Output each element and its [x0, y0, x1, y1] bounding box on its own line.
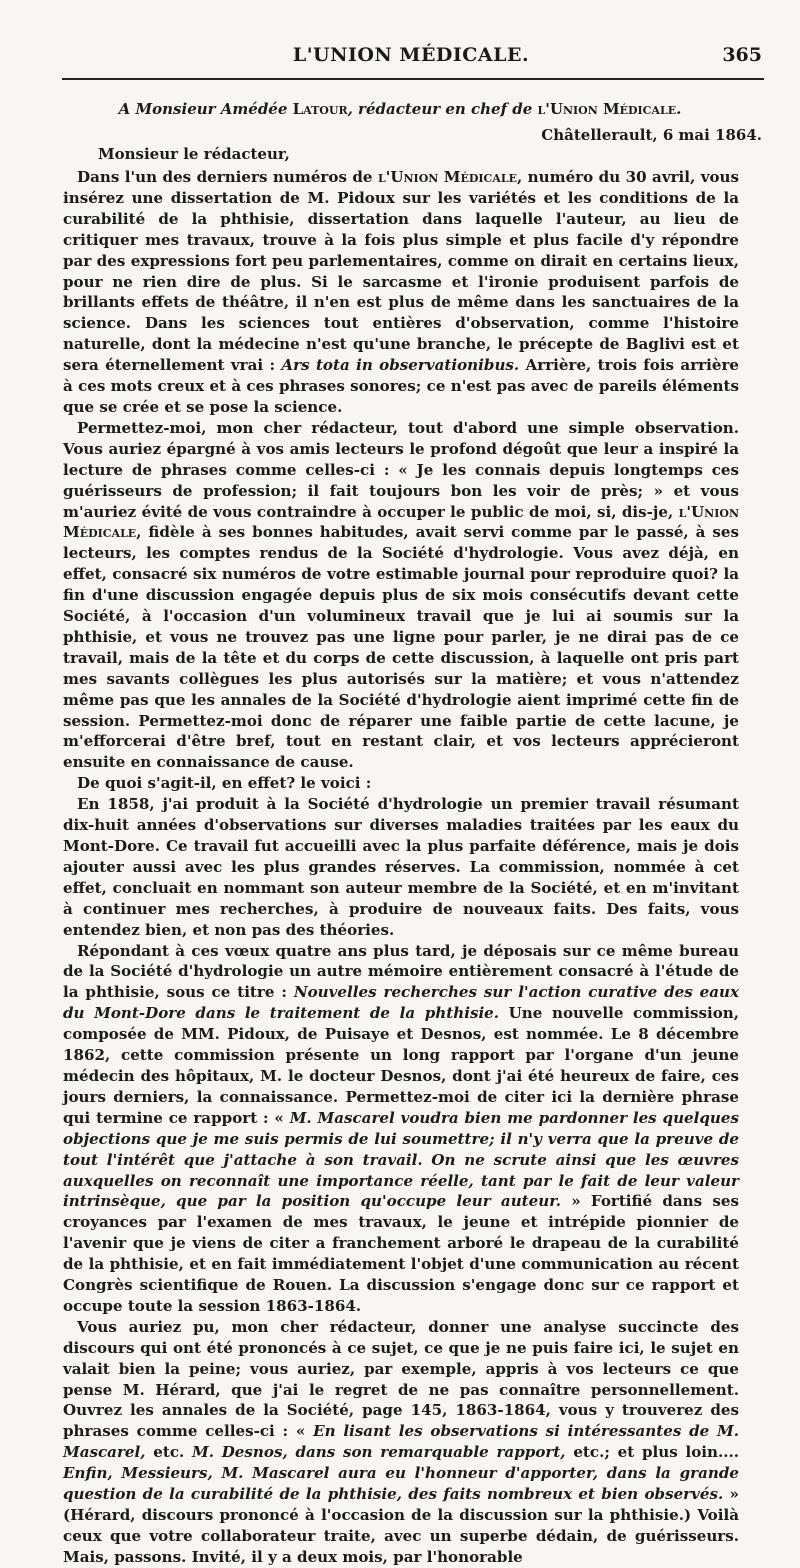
dedication-prefix: A Monsieur Amédée	[118, 100, 293, 118]
journal-title: L'UNION MÉDICALE.	[292, 44, 530, 66]
latin-quote: Ars tota in observationibus.	[281, 356, 520, 375]
report-quote: M. Mascarel voudra bien me pardonner les quelques objections que je me suis permis de lui soumettre; il n'y verra que la preuve de tout l'intérêt que j'attache à son travail. On ne scrute ainsi que les œuvres auxquelles on reconnaît une importance réelle, tant par le fait de leur valeur intrinsèque, que par la position qu'occupe leur auteur.	[63, 1108, 740, 1211]
letter-body	[63, 167, 739, 1568]
text-run: Vous auriez pu, mon cher rédacteur, donner une analyse succincte des discours qui ont été prononcés à ce sujet, ce que je ne puis faire ici, le sujet en valait bien la peine; vous auriez, par exemple, appris à vos lecteurs ce que pense M. Hérard, que j'ai le regret de ne pas connaître personnellement. Ouvrez les annales de la Société, page 145, 1863-1864, vous y trouverez des phrases comme celles-ci : «	[63, 1317, 739, 1441]
paragraph	[63, 418, 739, 773]
page-number: 365	[722, 44, 762, 66]
journal-name: l'Union Médicale	[377, 168, 517, 186]
text-run: etc.; et plus loin....	[565, 1443, 740, 1462]
journal-name: l'Union Médicale	[63, 502, 739, 542]
dedication	[0, 100, 800, 118]
dedication-suffix: .	[676, 100, 682, 118]
paragraph	[63, 941, 739, 1317]
paragraph	[63, 167, 739, 418]
text-run: Arrière, trois fois arrière à ces mots creux et à ces phrases sonores; ce n'est pas avec de pareils éléments que se crée et se pose la science.	[63, 356, 739, 416]
paragraph	[63, 1317, 739, 1568]
dedication-journal: l'Union Médicale	[537, 100, 677, 118]
dedication-middle: , rédacteur en chef de	[347, 100, 538, 118]
text-run: » (Hérard, discours prononcé à l'occasion de la discussion sur la phthisie.) Voilà ceux que votre collaborateur traite, avec un superbe dédain, de guérisseurs. Mais, passons. Invité, il y a deux mois, par l'honorable	[63, 1485, 739, 1566]
quote-run: Enfin, Messieurs, M. Mascarel aura eu l'honneur d'apporter, dans la grande question de la curabilité de la phthisie, des faits nombreux et bien observés.	[63, 1464, 739, 1504]
quote-run: M. Desnos, dans son remarquable rapport,	[192, 1443, 566, 1462]
text-run: , fidèle à ses bonnes habitudes, avait servi comme par le passé, à ses lecteurs, les comptes rendus de la Société d'hydrologie. Vous avez déjà, en effet, consacré six numéros de votre estimable journal pour reproduire quoi? la fin d'une discussion engagée depuis plus de six mois consécutifs devant cette Société, à l'occasion d'un volumineux travail que je lui ai soumis sur la phthisie, et vous ne trouvez pas une ligne pour parler, je ne dirai pas de ce travail, mais de la tête et du corps de cette discussion, à laquelle ont pris part mes savants collègues les plus autorisés sur la matière; et vous n'attendez même pas que les annales de la Société d'hydrologie aient imprimé cette fin de session. Permettez-moi donc de réparer une faible partie de cette lacune, je m'efforcerai d'être bref, tout en restant clair, et vos lecteurs apprécieront ensuite en connaissance de cause.	[63, 523, 739, 772]
text-run: » Fortifié dans ses croyances par l'examen de mes travaux, le jeune et intrépide pionnier de l'avenir que je viens de citer a franchement arboré le drapeau de la curabilité de la phthisie, et en fait immédiatement l'objet d'une communication au récent Congrès scientifique de Rouen. La discussion s'engage donc sur ce rapport et occupe toute la session 1863-1864.	[63, 1192, 739, 1315]
place-date: Châtellerault, 6 mai 1864.	[541, 126, 762, 144]
text-run: Une nouvelle commission, composée de MM. Pidoux, de Puisaye et Desnos, est nommée. Le 8 décembre 1862, cette commission présente un long rapport par l'organe d'un jeune médecin des hôpitaux, M. le docteur Desnos, dont j'ai été heureux de faire, ces jours derniers, la connaissance. Permettez-moi de citer ici la dernière phrase qui termine ce rapport : «	[63, 1004, 739, 1127]
header-rule	[62, 78, 764, 80]
paragraph: De quoi s'agit-il, en effet? le voici :	[77, 774, 372, 793]
text-run: Permettez-moi, mon cher rédacteur, tout d'abord une simple observation. Vous auriez épargné à vos amis lecteurs le profond dégoût que leur a inspiré la lecture de phrases comme celles-ci : « Je les connais depuis longtemps ces guérisseurs de profession; il fait toujours bon les voir de près; » et vous m'auriez évité de vous contraindre à occuper le public de moi, si, dis-je,	[63, 418, 739, 521]
quote-run: En lisant les observations si intéressantes de M. Mascarel,	[63, 1422, 739, 1462]
paragraph: En 1858, j'ai produit à la Société d'hydrologie un premier travail résumant dix-huit années d'observations sur diverses maladies traitées par les eaux du Mont-Dore. Ce travail fut accueilli avec la plus parfaite déférence, mais je dois ajouter aussi avec les plus grandes réserves. La commission, nommée à cet effet, concluait en nommant son auteur membre de la Société, et en m'invitant à continuer mes recherches, à produire de nouveaux faits. Des faits, vous entendez bien, et non pas des théories.	[63, 795, 739, 939]
memoir-title: Nouvelles recherches sur l'action curative des eaux du Mont-Dore dans le traitement de la phthisie.	[63, 983, 739, 1023]
text-run: Dans l'un des derniers numéros de	[77, 168, 378, 186]
text-run: Répondant à ces vœux quatre ans plus tard, je déposais sur ce même bureau de la Société d'hydrologie un autre mémoire entièrement consacré à l'étude de la phthisie, sous ce titre :	[63, 941, 739, 1002]
salutation: Monsieur le rédacteur,	[98, 145, 290, 163]
text-run: , numéro du 30 avril, vous insérez une dissertation de M. Pidoux sur les variétés et les conditions de la curabilité de la phthisie, dissertation dans laquelle l'auteur, au lieu de critiquer mes travaux, trouve à la fois plus simple et plus facile d'y répondre par des expressions fort peu parlementaires, comme on dirait en certains lieux, pour ne rien dire de plus. Si le sarcasme et l'ironie produisent parfois de brillants effets de théâtre, il n'en est plus de même dans les sanctuaires de la science. Dans les sciences tout entières d'observation, comme l'histoire naturelle, dont la médecine n'est qu'une branche, le précepte de Baglivi est et sera éternellement vrai :	[63, 168, 740, 375]
dedication-name: Latour	[292, 100, 348, 118]
text-run: etc.	[145, 1443, 193, 1462]
running-head	[60, 44, 762, 72]
